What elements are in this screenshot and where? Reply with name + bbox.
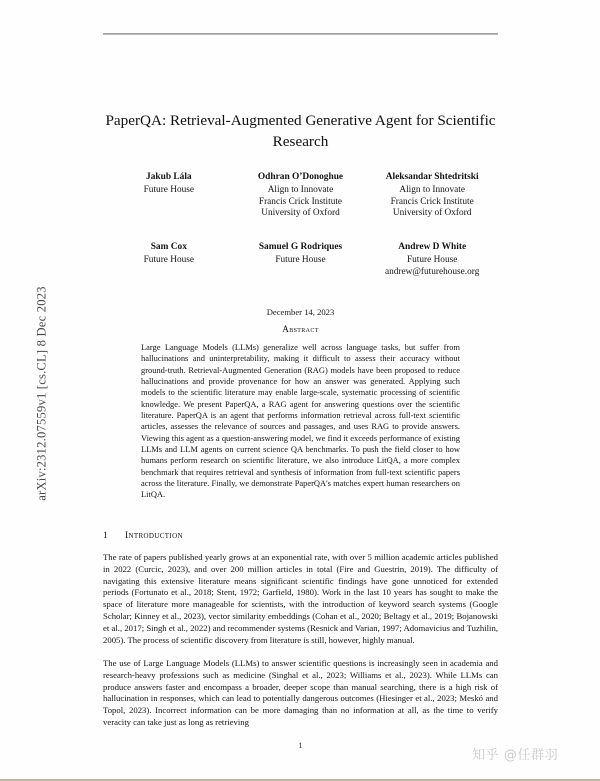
abstract-text: Large Language Models (LLMs) generalize well across language tasks, but suffer from hallucinations and uninterpretability, making it difficult to assess their accuracy without ground-truth. Retrieval-Augmented Generation (RAG) models have been proposed to reduce hallucinations and provide provenance for how an answer was generated. Applying such models to the scientific literature may enable large-scale, systematic processing of scientific knowledge. We present PaperQA, a RAG agent for answering questions over the scientific literature. PaperQA is an agent that performs information retrieval across full-text scientific articles, assesses the relevance of sources and passages, and uses RAG to provide answers. Viewing this agent as a question-answering model, we find it exceeds performance of existing LLMs and LLM agents on current science QA benchmarks. To push the field closer to how humans perform research on scientific literature, we also introduce LitQA, a more complex benchmark that requires retrieval and synthesis of information from full-text scientific papers across the literature. Finally, we demonstrate PaperQA's matches expert human researchers on LitQA. xyxy=(141,342,460,500)
author-affiliation: Align to Innovate xyxy=(267,185,334,196)
author-entry xyxy=(103,172,235,220)
author-name: Sam Cox xyxy=(150,241,187,252)
section-title: Introduction xyxy=(125,531,183,541)
author-name: Jakub Lála xyxy=(146,172,192,182)
body-paragraph: The use of Large Language Models (LLMs) to answer scientific questions is increasingly seen in academia and research-heavy professions such as medicine (Singhal et al., 2023; Williams et al., 2023). While LLMs can produce answers faster and encompass a broader, deeper scope than manual searching, there is a high risk of hallucination in responses, which can lead to potentially dangerous outcomes (Hiesinger et al., 2023; Meskó and Topol, 2023). Incorrect information can be more damaging than no information at all, as the time to verify veracity can take just as long as retrieving xyxy=(103,658,498,727)
arxiv-stamp-text: arXiv:2312.07559v1 [cs.CL] 8 Dec 2023 xyxy=(34,286,49,501)
document-column xyxy=(103,0,498,781)
body-paragraph: The rate of papers published yearly grows at an exponential rate, with over 5 million academic articles published in 2022 (Curcic, 2023), and over 200 million articles in total (Fire and Guestrin, 2019). The difficulty of navigating this extensive literature means significant scientific findings have gone unnoticed for extended periods (Fortunato et al., 2018; Stent, 1972; Garfield, 1980). Work in the last 10 years has sought to make the space of literature more manageable for scientists, with the introduction of keyword search systems (Google Scholar; Kinney et al., 2023), vector similarity embeddings (Cohan et al., 2020; Beltagy et al., 2019; Bojanowski et al., 2017; Singh et al., 2022) and recommender systems (Resnick and Varian, 1997; Adomavicius and Tuzhilin, 2005). The process of scientific discovery from literature is still, however, highly manual. xyxy=(103,552,498,645)
author-name: Andrew D White xyxy=(398,241,467,252)
abstract-heading: Abstract xyxy=(282,324,319,334)
author-list xyxy=(103,172,498,278)
page-number: 1 xyxy=(298,741,303,750)
author-entry xyxy=(235,242,367,278)
author-affiliation: University of Oxford xyxy=(261,208,340,219)
author-entry xyxy=(235,172,367,220)
author-affiliation: Future House xyxy=(406,254,458,265)
author-name: Odhran O’Donoghue xyxy=(257,172,344,182)
arxiv-stamp xyxy=(0,0,60,781)
author-affiliation: Francis Crick Institute xyxy=(390,196,474,207)
author-name: Samuel G Rodriques xyxy=(258,241,343,252)
section-heading-introduction xyxy=(103,531,498,541)
author-entry xyxy=(366,172,498,220)
author-affiliation: Future House xyxy=(143,185,194,196)
author-affiliation: Future House xyxy=(275,254,326,265)
section-number: 1 xyxy=(103,531,108,541)
zhihu-watermark: 知乎 @任群羽 xyxy=(472,748,559,763)
author-affiliation: Align to Innovate xyxy=(399,185,465,196)
author-entry xyxy=(103,242,235,278)
author-entry xyxy=(366,242,498,278)
author-affiliation: Future House xyxy=(143,254,194,265)
author-affiliation: University of Oxford xyxy=(392,208,472,219)
page-title: PaperQA: Retrieval-Augmented Generative Agent for Scientific Research xyxy=(105,112,496,150)
publication-date: December 14, 2023 xyxy=(266,307,335,317)
author-name: Aleksandar Shtedritski xyxy=(385,172,479,182)
author-email[interactable]: andrew@futurehouse.org xyxy=(384,266,480,277)
author-affiliation: Francis Crick Institute xyxy=(258,196,343,207)
